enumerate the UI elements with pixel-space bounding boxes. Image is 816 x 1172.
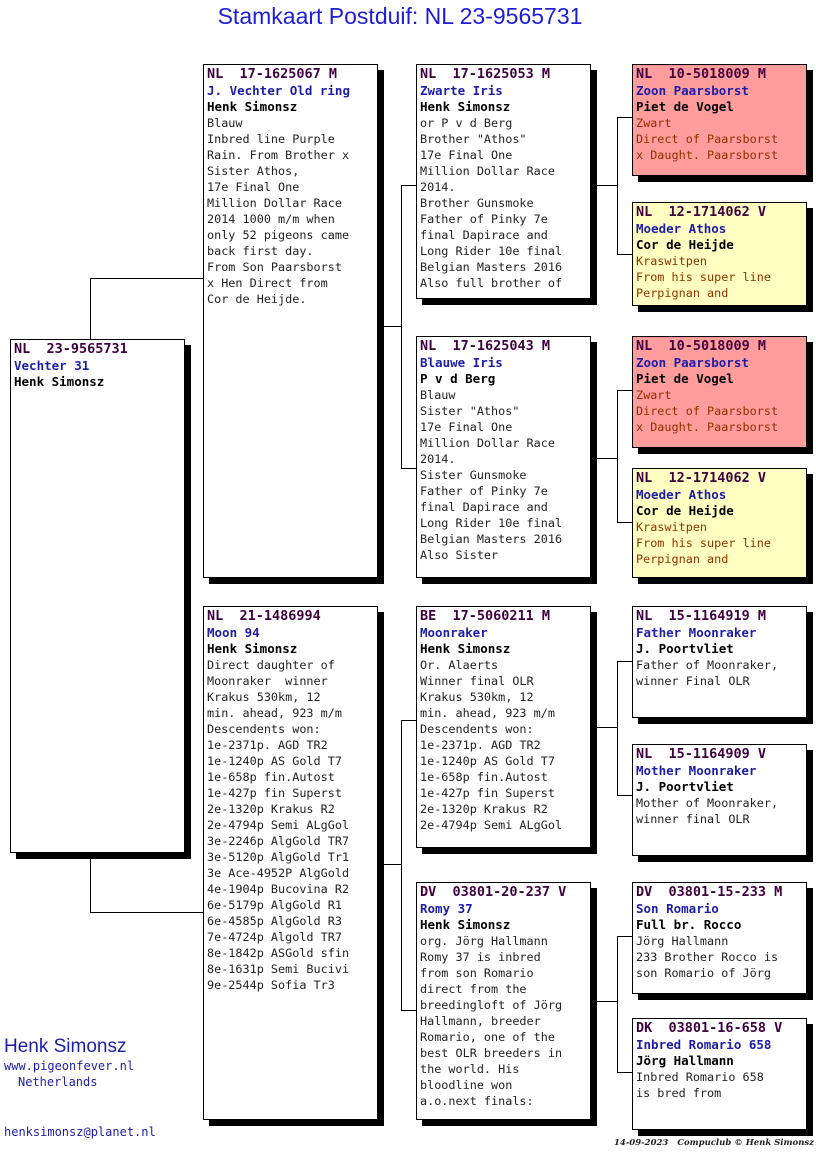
pigeon-note-line: 1e-427p fin Superst	[420, 786, 555, 800]
pigeon-note-line: Direct of Paarsborst	[636, 404, 779, 418]
pigeon-note-line: min. ahead, 923 m/m	[420, 706, 555, 720]
pigeon-note-line: Kraswitpen	[636, 254, 708, 268]
pigeon-owner: Cor de Heijde	[636, 237, 734, 252]
pigeon-note-line: back first day.	[207, 244, 314, 258]
pigeon-note-line: Perpignan and	[636, 552, 729, 566]
pigeon-note-line: Krakus 530km, 12	[207, 690, 321, 704]
pigeon-card-paternal-grandmother[interactable]	[416, 336, 591, 578]
pigeon-name: Moeder Athos	[636, 487, 727, 502]
pigeon-note-line: 2e-1320p Krakus R2	[207, 802, 335, 816]
pigeon-note-line: Father of Pinky 7e	[420, 484, 548, 498]
connector-line	[401, 468, 416, 469]
connector-line	[597, 458, 617, 459]
ring-number: DV 03801-15-233 M	[636, 884, 783, 900]
ring-number: NL 12-1714062 V	[636, 204, 767, 220]
pigeon-card-ggf-1[interactable]	[632, 64, 807, 176]
pigeon-note-line: Sister Gunsmoke	[420, 468, 527, 482]
connector-line	[597, 727, 617, 728]
pigeon-note-line: 1e-1240p AS Gold T7	[420, 754, 555, 768]
pigeon-owner: Henk Simonsz	[420, 917, 511, 932]
pigeon-card-ggm-1[interactable]	[632, 202, 807, 306]
pigeon-note-line: Romy 37 is inbred	[420, 950, 541, 964]
pigeon-note-line: best OLR breeders in	[420, 1046, 563, 1060]
pigeon-note-line: min. ahead, 923 m/m	[207, 706, 342, 720]
pigeon-name: Moon 94	[207, 625, 260, 640]
pigeon-note-line: 2e-4794p Semi ALgGol	[420, 818, 563, 832]
pigeon-note-line: son Romario of Jörg	[636, 966, 771, 980]
pigeon-note-line: Father of Pinky 7e	[420, 212, 548, 226]
pigeon-note-line: Sister "Athos"	[420, 404, 520, 418]
connector-line	[401, 1010, 416, 1011]
pigeon-name: Mother Moonraker	[636, 763, 757, 778]
pigeon-note-line: Perpignan and	[636, 286, 729, 300]
pigeon-note-line: 3e-2246p AlgGold TR7	[207, 834, 350, 848]
pigeon-note-line: Million Dollar Race	[420, 436, 555, 450]
pigeon-owner: Henk Simonsz	[420, 99, 511, 114]
pigeon-note-line: x Hen Direct from	[207, 276, 328, 290]
pigeon-note-line: 2014 1000 m/m when	[207, 212, 335, 226]
pigeon-card-ggm-2[interactable]	[632, 468, 807, 578]
pigeon-note-line: 6e-5179p AlgGold R1	[207, 898, 342, 912]
pigeon-note-line: Belgian Masters 2016	[420, 260, 563, 274]
pigeon-card-maternal-grandmother[interactable]	[416, 882, 591, 1120]
pigeon-note-line: Kraswitpen	[636, 520, 708, 534]
connector-line	[401, 185, 416, 186]
pigeon-note-line: is bred from	[636, 1086, 722, 1100]
pigeon-name: Vechter 31	[14, 358, 90, 373]
pigeon-note-line: direct from the	[420, 982, 527, 996]
pigeon-note-line: Inbred Romario 658	[636, 1070, 764, 1084]
connector-line	[617, 522, 632, 523]
ring-number: NL 10-5018009 M	[636, 66, 767, 82]
ring-number: NL 15-1164919 M	[636, 608, 767, 624]
connector-line	[597, 1001, 617, 1002]
ring-number: NL 23-9565731	[14, 341, 128, 357]
pigeon-note-line: 8e-1631p Semi Bucivi	[207, 962, 350, 976]
pigeon-note-line: the world. His	[420, 1062, 520, 1076]
connector-line	[617, 661, 632, 662]
pigeon-card-ggm-4[interactable]	[632, 1018, 807, 1130]
pigeon-note-line: Father of Moonraker,	[636, 658, 779, 672]
connector-line	[90, 912, 203, 913]
pigeon-card-maternal-grandfather[interactable]	[416, 606, 591, 848]
pigeon-card-father[interactable]	[203, 64, 378, 578]
pigeon-note-line: 3e Ace-4952P AlgGold	[207, 866, 350, 880]
pigeon-note-line: Winner final OLR	[420, 674, 534, 688]
pigeon-note-line: 2014.	[420, 452, 456, 466]
connector-line	[617, 117, 632, 118]
page-title: Stamkaart Postduif: NL 23-9565731	[217, 3, 583, 29]
pigeon-card-ggm-3[interactable]	[632, 744, 807, 856]
connector-line	[617, 254, 632, 255]
pigeon-owner: Jörg Hallmann	[636, 1053, 734, 1068]
pigeon-note-line: Cor de Heijde.	[207, 292, 307, 306]
pigeon-note-line: 1e-2371p. AGD TR2	[207, 738, 328, 752]
footer-copyright: Compuclub © Henk Simonsz	[677, 1138, 814, 1148]
breeder-country: Netherlands	[18, 1075, 98, 1089]
pigeon-note-line: Long Rider 10e final	[420, 244, 563, 258]
pigeon-note-line: 7e-4724p Algold TR7	[207, 930, 342, 944]
pigeon-note-line: 1e-658p fin.Autost	[207, 770, 335, 784]
breeder-info	[4, 1036, 134, 1090]
pigeon-note-line: 6e-4585p AlgGold R3	[207, 914, 342, 928]
connector-line	[401, 185, 402, 468]
pigeon-note-line: 2014.	[420, 180, 456, 194]
pigeon-owner: Piet de Vogel	[636, 99, 734, 114]
connector-line	[401, 720, 402, 1010]
pigeon-note-line: Also Sister	[420, 548, 499, 562]
pigeon-note-line: breedingloft of Jörg	[420, 998, 563, 1012]
ring-number: NL 12-1714062 V	[636, 470, 767, 486]
pigeon-card-subject[interactable]	[10, 339, 185, 853]
ring-number: NL 10-5018009 M	[636, 338, 767, 354]
pigeon-name: Father Moonraker	[636, 625, 757, 640]
connector-line	[617, 117, 618, 254]
pigeon-card-paternal-grandfather[interactable]	[416, 64, 591, 299]
pigeon-note-line: 3e-5120p AlgGold Tr1	[207, 850, 350, 864]
pigeon-note-line: 8e-1842p ASGold sfin	[207, 946, 350, 960]
pigeon-note-line: Blauw	[420, 388, 456, 402]
pigeon-note-line: winner Final OLR	[636, 674, 750, 688]
pigeon-card-ggf-3[interactable]	[632, 606, 807, 718]
ring-number: DV 03801-20-237 V	[420, 884, 567, 900]
connector-line	[617, 936, 632, 937]
pigeon-note-line: Descendents won:	[207, 722, 321, 736]
pigeon-note-line: 233 Brother Rocco is	[636, 950, 779, 964]
pigeon-note-line: 2e-1320p Krakus R2	[420, 802, 548, 816]
pigeon-note-line: only 52 pigeons came	[207, 228, 350, 242]
pigeon-name: Zwarte Iris	[420, 83, 503, 98]
pigeon-note-line: Or. Alaerts	[420, 658, 499, 672]
pigeon-note-line: Jörg Hallmann	[636, 934, 729, 948]
ring-number: BE 17-5060211 M	[420, 608, 551, 624]
pigeon-note-line: Blauw	[207, 116, 243, 130]
pigeon-name: Son Romario	[636, 901, 719, 916]
connector-line	[617, 390, 632, 391]
pigeon-note-line: Brother "Athos"	[420, 132, 527, 146]
pigeon-owner: Henk Simonsz	[14, 374, 105, 389]
footer-credit	[614, 1138, 814, 1148]
pigeon-note-line: or P v d Berg	[420, 116, 513, 130]
connector-line	[617, 1072, 632, 1073]
breeder-website[interactable]: www.pigeonfever.nl	[4, 1059, 135, 1073]
pigeon-note-line: from son Romario	[420, 966, 534, 980]
pigeon-note-line: From his super line	[636, 536, 771, 550]
pigeon-note-line: final Dapirace and	[420, 500, 548, 514]
pigeon-name: Moonraker	[420, 625, 488, 640]
pigeon-name: J. Vechter Old ring	[207, 83, 350, 98]
pigeon-note-line: x Daught. Paarsborst	[636, 148, 779, 162]
pigeon-owner: Henk Simonsz	[207, 99, 298, 114]
footer-date: 14-09-2023	[613, 1138, 669, 1148]
breeder-email[interactable]: henksimonsz@planet.nl	[4, 1125, 156, 1139]
connector-line	[617, 661, 618, 795]
pigeon-note-line: Million Dollar Race	[207, 196, 342, 210]
pigeon-note-line: Rain. From Brother x	[207, 148, 350, 162]
pigeon-note-line: 1e-427p fin Superst	[207, 786, 342, 800]
pigeon-note-line: org. Jörg Hallmann	[420, 934, 548, 948]
pigeon-note-line: Hallmann, breeder	[420, 1014, 541, 1028]
connector-line	[597, 185, 617, 186]
pigeon-note-line: Direct daughter of	[207, 658, 335, 672]
ring-number: DK 03801-16-658 V	[636, 1020, 783, 1036]
connector-line	[90, 278, 91, 339]
pigeon-note-line: Million Dollar Race	[420, 164, 555, 178]
pigeon-owner: Piet de Vogel	[636, 371, 734, 386]
pigeon-note-line: final Dapirace and	[420, 228, 548, 242]
pigeon-note-line: 9e-2544p Sofia Tr3	[207, 978, 335, 992]
pigeon-note-line: bloodline won	[420, 1078, 513, 1092]
ring-number: NL 21-1486994	[207, 608, 321, 624]
pigeon-note-line: 1e-1240p AS Gold T7	[207, 754, 342, 768]
ring-number: NL 15-1164909 V	[636, 746, 767, 762]
pigeon-note-line: Krakus 530km, 12	[420, 690, 534, 704]
pigeon-note-line: Direct of Paarsborst	[636, 132, 779, 146]
pigeon-owner: Henk Simonsz	[420, 641, 511, 656]
pigeon-note-line: From his super line	[636, 270, 771, 284]
pigeon-note-line: Brother Gunsmoke	[420, 196, 534, 210]
ring-number: NL 17-1625053 M	[420, 66, 551, 82]
pigeon-note-line: Inbred line Purple	[207, 132, 335, 146]
pigeon-note-line: Romario, one of the	[420, 1030, 555, 1044]
connector-line	[617, 936, 618, 1072]
pigeon-note-line: 1e-658p fin.Autost	[420, 770, 548, 784]
pigeon-name: Romy 37	[420, 901, 473, 916]
pigeon-owner: Full br. Rocco	[636, 917, 742, 932]
pigeon-note-line: Mother of Moonraker,	[636, 796, 779, 810]
pigeon-note-line: 17e Final One	[207, 180, 300, 194]
ring-number: NL 17-1625067 M	[207, 66, 338, 82]
pigeon-note-line: 4e-1904p Bucovina R2	[207, 882, 350, 896]
breeder-name: Henk Simonsz	[4, 1036, 127, 1057]
connector-line	[384, 326, 401, 327]
pigeon-note-line: 17e Final One	[420, 148, 513, 162]
connector-line	[90, 859, 91, 912]
connector-line	[90, 278, 203, 279]
pigeon-name: Inbred Romario 658	[636, 1037, 772, 1052]
connector-line	[401, 720, 416, 721]
pigeon-card-ggf-2[interactable]	[632, 336, 807, 448]
pigeon-note-line: Belgian Masters 2016	[420, 532, 563, 546]
pigeon-owner: Cor de Heijde	[636, 503, 734, 518]
pigeon-name: Blauwe Iris	[420, 355, 503, 370]
pigeon-note-line: Moonraker winner	[207, 674, 328, 688]
pigeon-note-line: From Son Paarsborst	[207, 260, 342, 274]
ring-number: NL 17-1625043 M	[420, 338, 551, 354]
pigeon-note-line: winner final OLR	[636, 812, 750, 826]
pigeon-note-line: 17e Final One	[420, 420, 513, 434]
pigeon-note-line: Also full brother of	[420, 276, 563, 290]
pigeon-note-line: Zwart	[636, 116, 672, 130]
pigeon-note-line: a.o.next finals:	[420, 1094, 534, 1108]
pigeon-note-line: x Daught. Paarsborst	[636, 420, 779, 434]
pigeon-owner: J. Poortvliet	[636, 779, 734, 794]
pigeon-owner: J. Poortvliet	[636, 641, 734, 656]
pigeon-note-line: Sister Athos,	[207, 164, 300, 178]
pigeon-name: Zoon Paarsborst	[636, 83, 749, 98]
connector-line	[384, 864, 401, 865]
pigeon-card-ggf-4[interactable]	[632, 882, 807, 994]
pigeon-note-line: 1e-2371p. AGD TR2	[420, 738, 541, 752]
pigeon-card-mother[interactable]	[203, 606, 378, 1120]
pigeon-owner: Henk Simonsz	[207, 641, 298, 656]
pigeon-note-line: Zwart	[636, 388, 672, 402]
pigeon-note-line: 2e-4794p Semi ALgGol	[207, 818, 350, 832]
connector-line	[617, 390, 618, 522]
pigeon-name: Moeder Athos	[636, 221, 727, 236]
pigeon-note-line: Descendents won:	[420, 722, 534, 736]
pigeon-owner: P v d Berg	[420, 371, 496, 386]
connector-line	[617, 795, 632, 796]
pigeon-note-line: Long Rider 10e final	[420, 516, 563, 530]
pigeon-name: Zoon Paarsborst	[636, 355, 749, 370]
